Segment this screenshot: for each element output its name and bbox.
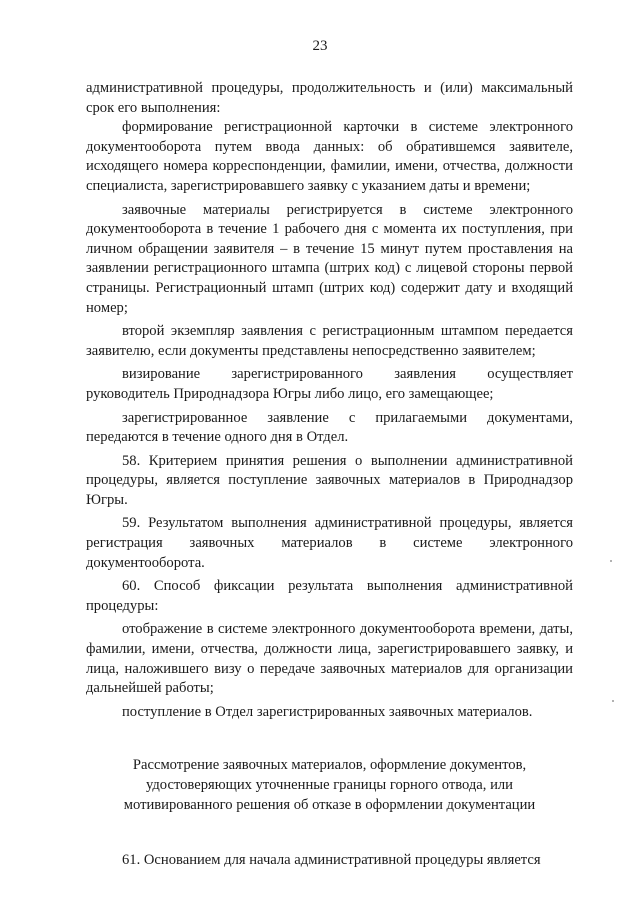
section-title-line: удостоверяющих уточненные границы горного отвода, или	[146, 777, 513, 793]
section-title	[86, 756, 573, 815]
scan-speck	[610, 560, 612, 562]
paragraph-fixation: отображение в системе электронного документооборота времени, даты, фамилии, имени, отчества, должности лица, зарегистрировавшего заявку, и лица, наложившего визу о передаче заявочных материалов для организации дальнейшей работы;	[86, 621, 573, 697]
paragraph-59: 59. Результатом выполнения административной процедуры, является регистрация заявочных материалов в системе электронного документооборота.	[86, 515, 573, 571]
paragraph-60: 60. Способ фиксации результата выполнения административной процедуры:	[86, 578, 573, 614]
paragraph-61: 61. Основанием для начала административной процедуры является	[122, 852, 541, 869]
paragraph-registration-terms: заявочные материалы регистрируется в системе электронного документооборота в течение 1 рабочего дня с момента их поступления, при личном обращении заявителя – в течение 15 минут путем проставления на заявлении регистрационного штампа (штрих код) с лицевой стороны первой страницы. Регистрационный штамп (штрих код) содержит дату и входящий номер;	[86, 201, 573, 316]
page-number: 23	[312, 38, 328, 54]
paragraph-second-copy: второй экземпляр заявления с регистрационным штампом передается заявителю, если документы представлены непосредственно заявителем;	[86, 323, 573, 359]
section-title-line: мотивированного решения об отказе в оформлении документации	[123, 796, 536, 813]
section-title-line: Рассмотрение заявочных материалов, оформление документов,	[132, 757, 527, 774]
document-body	[86, 79, 573, 875]
scan-speck	[612, 700, 614, 702]
paragraph-continuation: административной процедуры, продолжительность и (или) максимальный срок его выполнения:	[86, 80, 573, 116]
paragraph-visa: визирование зарегистрированного заявления осуществляет руководитель Природнадзора Югры либо лицо, его замещающее;	[86, 366, 573, 402]
paragraph-receipt: поступление в Отдел зарегистрированных заявочных материалов.	[122, 703, 533, 720]
paragraph-registration-card: формирование регистрационной карточки в системе электронного документооборота путем ввода данных: об обратившемся заявителе, исходящего номера корреспонденции, фамилии, имени, отчества, должности специалиста, зарегистрировавшего заявку с указанием даты и времени;	[86, 119, 573, 194]
paragraph-transfer: зарегистрированное заявление с прилагаемыми документами, передаются в течение одного дня в Отдел.	[86, 409, 573, 446]
paragraph-58: 58. Критерием принятия решения о выполнении административной процедуры, является поступление заявочных материалов в Природнадзор Югры.	[86, 452, 573, 508]
